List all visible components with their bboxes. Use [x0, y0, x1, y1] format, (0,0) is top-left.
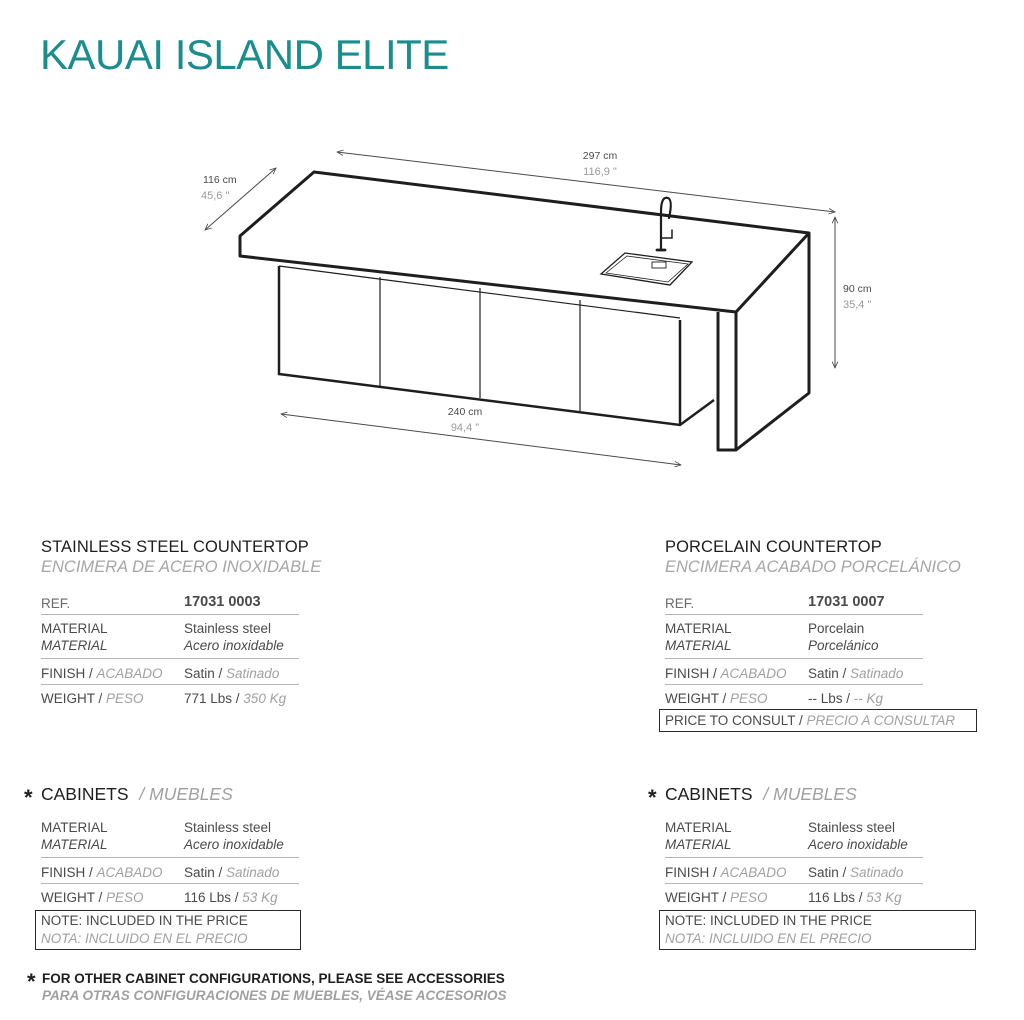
cabinets-heading-es: / MUEBLES — [763, 784, 857, 804]
finish-row — [665, 863, 923, 884]
weight-label: WEIGHT / — [41, 691, 107, 706]
material-row — [41, 620, 299, 659]
finish-row — [41, 664, 299, 685]
material-label-es: MATERIAL — [41, 837, 108, 852]
footer-note-es: PARA OTRAS CONFIGURACIONES DE MUEBLES, VÉASE ACCESORIOS — [42, 988, 507, 1003]
finish-label: FINISH / — [665, 666, 721, 681]
countertop — [240, 172, 809, 450]
material-value-es: Acero inoxidable — [184, 638, 284, 653]
price-text-es: PRECIO A CONSULTAR — [806, 713, 956, 728]
material-row — [665, 620, 923, 659]
finish-value-es: Satinado — [226, 666, 280, 681]
porcelain-heading-es: ENCIMERA ACABADO PORCELÁNICO — [665, 558, 961, 576]
finish-value: Satin / — [808, 865, 851, 880]
asterisk-icon: * — [27, 969, 36, 994]
finish-value: Satin / — [184, 666, 227, 681]
weight-value-es: 53 Kg — [866, 890, 902, 905]
weight-label-es: PESO — [730, 691, 768, 706]
weight-value-es: -- Kg — [853, 691, 884, 706]
material-label: MATERIAL — [41, 621, 108, 636]
weight-value: 116 Lbs / — [808, 890, 867, 905]
note-text: NOTE: INCLUDED IN THE PRICE — [665, 913, 872, 928]
cabinets-heading-es: / MUEBLES — [139, 784, 233, 804]
finish-label: FINISH / — [665, 865, 721, 880]
note-box-right — [659, 910, 976, 950]
weight-row — [41, 689, 299, 709]
footer-note: FOR OTHER CABINET CONFIGURATIONS, PLEASE SEE ACCESSORIES — [42, 971, 505, 986]
weight-label: WEIGHT / — [665, 890, 731, 905]
weight-value: 116 Lbs / — [184, 890, 243, 905]
cabinet-block — [279, 266, 714, 425]
finish-value-es: Satinado — [850, 865, 904, 880]
material-value-es: Acero inoxidable — [808, 837, 908, 852]
price-to-consult-box — [659, 709, 977, 732]
faucet — [657, 198, 672, 250]
ref-label: REF. — [665, 596, 695, 611]
weight-row — [665, 689, 923, 709]
cabinet-length-cm-label: 240 cm — [447, 406, 483, 418]
finish-label-es: ACABADO — [720, 865, 787, 880]
weight-label-es: PESO — [106, 890, 144, 905]
weight-value: 771 Lbs / — [184, 691, 244, 706]
material-value-es: Acero inoxidable — [184, 837, 284, 852]
weight-label-es: PESO — [106, 691, 144, 706]
finish-value-es: Satinado — [226, 865, 280, 880]
weight-label-es: PESO — [730, 890, 768, 905]
note-text: NOTE: INCLUDED IN THE PRICE — [41, 913, 248, 928]
depth-inch-label: 45,6 " — [201, 190, 230, 202]
weight-row — [665, 888, 923, 908]
height-inch-label: 35,4 " — [843, 299, 872, 311]
cabinet-length-inch-label: 94,4 " — [450, 422, 480, 434]
material-value: Porcelain — [808, 621, 865, 636]
material-label-es: MATERIAL — [41, 638, 108, 653]
finish-value-es: Satinado — [850, 666, 904, 681]
sink — [601, 253, 692, 285]
asterisk-icon: * — [24, 785, 33, 810]
weight-row — [41, 888, 299, 908]
finish-row — [665, 664, 923, 685]
material-value: Stainless steel — [808, 820, 896, 835]
material-label-es: MATERIAL — [665, 837, 732, 852]
material-label: MATERIAL — [665, 820, 732, 835]
finish-label-es: ACABADO — [96, 865, 163, 880]
length-cm-label: 297 cm — [582, 150, 618, 162]
finish-label: FINISH / — [41, 666, 97, 681]
finish-label: FINISH / — [41, 865, 97, 880]
height-cm-label: 90 cm — [843, 283, 872, 295]
stainless-heading: STAINLESS STEEL COUNTERTOP — [41, 538, 309, 556]
weight-value-es: 350 Kg — [243, 691, 287, 706]
material-label: MATERIAL — [41, 820, 108, 835]
material-row — [665, 819, 923, 858]
page-title: KAUAI ISLAND ELITE — [40, 31, 449, 78]
stainless-heading-es: ENCIMERA DE ACERO INOXIDABLE — [41, 558, 322, 576]
note-text-es: NOTA: INCLUIDO EN EL PRECIO — [41, 931, 248, 946]
ref-value: 17031 0003 — [184, 594, 261, 610]
material-label-es: MATERIAL — [665, 638, 732, 653]
material-value-es: Porcelánico — [808, 638, 879, 653]
material-value: Stainless steel — [184, 621, 272, 636]
cabinets-table-right — [665, 819, 923, 908]
asterisk-icon: * — [648, 785, 657, 810]
weight-value: -- Lbs / — [808, 691, 854, 706]
ref-row — [665, 594, 923, 615]
porcelain-countertop-spec — [665, 537, 1005, 577]
note-text-es: NOTA: INCLUIDO EN EL PRECIO — [665, 931, 872, 946]
length-inch-label: 116,9 " — [583, 166, 617, 178]
finish-value: Satin / — [184, 865, 227, 880]
cabinets-heading-right — [665, 784, 857, 804]
price-text: PRICE TO CONSULT / — [665, 713, 807, 728]
cabinets-heading: CABINETS — [41, 784, 129, 804]
ref-row — [41, 594, 299, 615]
material-label: MATERIAL — [665, 621, 732, 636]
weight-value-es: 53 Kg — [242, 890, 278, 905]
weight-label: WEIGHT / — [665, 691, 731, 706]
depth-cm-label: 116 cm — [203, 174, 237, 186]
finish-row — [41, 863, 299, 884]
finish-label-es: ACABADO — [720, 666, 787, 681]
stainless-table — [41, 594, 299, 709]
stainless-countertop-spec — [41, 537, 341, 577]
cabinets-heading-left — [41, 784, 233, 804]
weight-label: WEIGHT / — [41, 890, 107, 905]
cabinets-heading: CABINETS — [665, 784, 753, 804]
ref-value: 17031 0007 — [808, 594, 885, 610]
material-value: Stainless steel — [184, 820, 272, 835]
note-box-left — [35, 910, 301, 950]
finish-value: Satin / — [808, 666, 851, 681]
cabinets-table-left — [41, 819, 299, 908]
island-line-drawing — [0, 0, 1024, 500]
ref-label: REF. — [41, 596, 71, 611]
finish-label-es: ACABADO — [96, 666, 163, 681]
porcelain-heading: PORCELAIN COUNTERTOP — [665, 538, 882, 556]
porcelain-table — [665, 594, 923, 709]
material-row — [41, 819, 299, 858]
